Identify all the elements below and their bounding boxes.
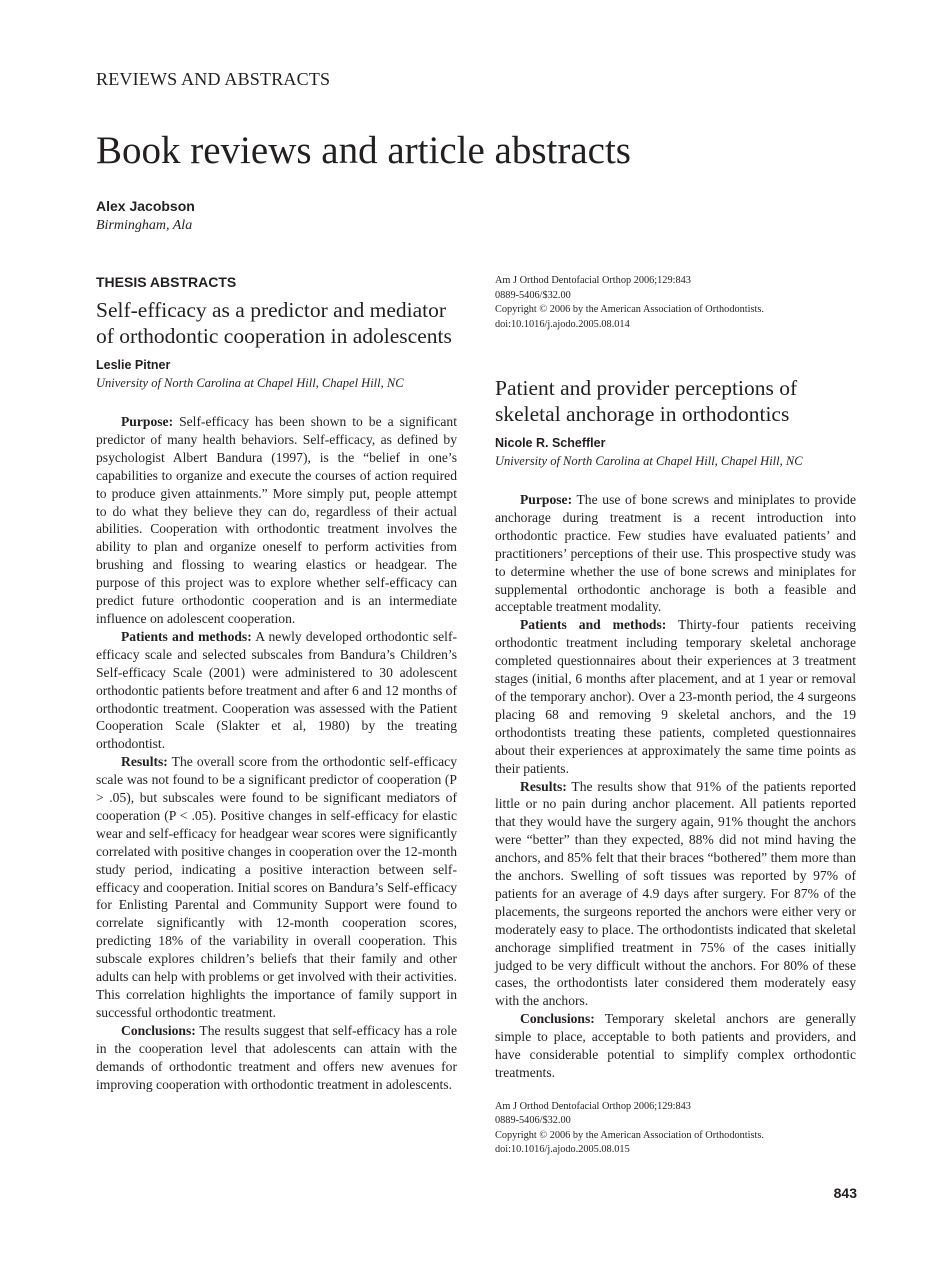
section-text: Temporary skeletal anchors are generally simple to place, acceptable to both patients and providers, and have considerable potential to simplify complex orthodontic treatments. bbox=[495, 1011, 856, 1080]
right-column bbox=[495, 274, 856, 1158]
citation-issn: 0889-5406/$32.00 bbox=[495, 1115, 571, 1127]
section-text: The use of bone screws and miniplates to provide anchorage during treatment is a recent introduction into orthodontic practice. Few studies have evaluated patients’ and practitioners’ perceptions of their use. This prospective study was to determine whether the use of bone screws and miniplates for supplemental orthodontic anchorage is both a feasible and acceptable treatment modality. bbox=[495, 492, 856, 615]
citation-copyright: Copyright © 2006 by the American Association of Orthodontists. bbox=[495, 304, 764, 315]
article-affiliation: University of North Carolina at Chapel Hill, Chapel Hill, NC bbox=[495, 454, 803, 468]
abstract-conclusions bbox=[96, 1022, 457, 1094]
section-text: The results show that 91% of the patients reported little or no pain during anchor placement. All patients reported that they would have the surgery again, 91% thought the anchors were “better” than they expected, 88% did not mind having the anchors, and 85% felt that their braces “bothered” them more than the anchors. Swelling of soft tissues was reported by 97% of patients for an average of 4.9 days after surgery. For 87% of the placements, the surgeons reported the anchors were either very or moderately easy to place. The orthodontists indicated that skeletal anchorage simplified treatment in 75% of the cases initially judged to be very difficult without the anchors. For 80% of these cases, the orthodontists later considered them moderately easy with the anchors. bbox=[495, 778, 856, 1009]
editor-location: Birmingham, Ala bbox=[96, 218, 193, 233]
citation-issn: 0889-5406/$32.00 bbox=[495, 289, 571, 301]
section-label-results: Results: bbox=[121, 754, 168, 770]
left-article bbox=[96, 274, 457, 1093]
section-text: Thirty-four patients receiving orthodontic treatment including temporary skeletal anchorage completed questionnaires about their experiences at 3 treatment stages (initial, 6 months after placement, and at 1 year or removal of the temporary anchor). Over a 23-month period, the 4 surgeons placing 68 and removing 9 skeletal anchors, and the 19 orthodontists treating these patients, completed questionnaires about their experiences at approximately the same time points as their patients. bbox=[495, 617, 856, 776]
citation-copyright: Copyright © 2006 by the American Association of Orthodontists. bbox=[495, 1129, 764, 1141]
citation-journal: Am J Orthod Dentofacial Orthop 2006;129:843 bbox=[495, 275, 691, 286]
section-label-conclusions: Conclusions: bbox=[520, 1011, 595, 1027]
citation-block bbox=[495, 1100, 856, 1158]
article-category: THESIS ABSTRACTS bbox=[96, 274, 237, 290]
section-text: Self-efficacy has been shown to be a significant predictor of many health behaviors. Self-efficacy, as defined by psychologist Albert Bandura (1997), is the “belief in one’s capabilities to organize and execute the courses of action required to produce given attainments.” More simply put, people attempt to do what they believe they can do, regardless of their actual abilities. Cooperation with orthodontic treatment involves the ability to plan and organize oneself to perform activities from brushing and flossing to wearing elastics or headgear. The purpose of this project was to explore whether self-efficacy can predict future orthodontic cooperation and is an intermediate influence on adolescent cooperation. bbox=[96, 414, 457, 626]
section-text: The overall score from the orthodontic self-efficacy scale was not found to be a significant predictor of cooperation (P > .05), but subscales were found to be significant mediators of cooperation (P < .05). Positive changes in self-efficacy for elastic wear and self-efficacy for headgear wear scores were significantly correlated with positive changes in cooperation over the 12-month study period, indicating a positive interaction between self-efficacy and cooperation. Initial scores on Bandura’s Self-efficacy for Enlisting Parental and Community Support were found to correlate significantly with 12-month cooperation scores, predicting 18% of the variability in overall cooperation. This subscale explores children’s beliefs that their family and other adults can help with problems or get involved with their activities. This correlation highlights the importance of family support in successful orthodontic treatment. bbox=[96, 754, 457, 1020]
abstract-purpose bbox=[495, 491, 856, 616]
section-text: A newly developed orthodontic self-efficacy scale and selected subscales from Bandura’s Children’s Self-efficacy Scale (2001) were administered to 30 adolescent orthodontic patients before treatment and after 6 and 12 months of orthodontic treatment. Cooperation was assessed with the Patient Cooperation Scale (Slakter et al, 1980) by the treating orthodontist. bbox=[96, 628, 458, 752]
section-label-methods: Patients and methods: bbox=[121, 628, 252, 644]
section-label: REVIEWS AND ABSTRACTS bbox=[96, 69, 331, 89]
abstract-results bbox=[96, 753, 457, 1022]
editor-name: Alex Jacobson bbox=[96, 198, 195, 214]
citation-journal: Am J Orthod Dentofacial Orthop 2006;129:843 bbox=[495, 1100, 691, 1112]
article-author: Nicole R. Scheffler bbox=[495, 436, 606, 450]
abstract-conclusions bbox=[495, 1010, 856, 1082]
abstract-methods bbox=[96, 628, 457, 753]
page-number: 843 bbox=[833, 1185, 857, 1201]
section-label-purpose: Purpose: bbox=[520, 492, 573, 507]
citation-doi[interactable]: doi:10.1016/j.ajodo.2005.08.015 bbox=[495, 1144, 630, 1156]
article-author: Leslie Pitner bbox=[96, 358, 171, 372]
section-label-results: Results: bbox=[520, 778, 567, 794]
citation-block bbox=[495, 274, 856, 332]
article-affiliation: University of North Carolina at Chapel Hill, Chapel Hill, NC bbox=[96, 376, 404, 390]
article-title: Self-efficacy as a predictor and mediator of orthodontic cooperation in adolescents bbox=[96, 298, 452, 348]
section-label-purpose: Purpose: bbox=[121, 414, 174, 429]
abstract-results bbox=[495, 778, 856, 1011]
section-label-conclusions: Conclusions: bbox=[121, 1022, 196, 1038]
page-title: Book reviews and article abstracts bbox=[96, 129, 631, 172]
abstract-purpose bbox=[96, 413, 457, 628]
section-label-methods: Patients and methods: bbox=[520, 617, 667, 633]
citation-doi[interactable]: doi:10.1016/j.ajodo.2005.08.014 bbox=[495, 318, 630, 330]
section-text: The results suggest that self-efficacy has a role in the cooperation level that adolescents can attain with the demands of orthodontic treatment and offers new avenues for improving cooperation with orthodontic treatment in adolescents. bbox=[96, 1022, 457, 1092]
abstract-methods bbox=[495, 616, 856, 777]
article-title: Patient and provider perceptions of skeletal anchorage in orthodontics bbox=[495, 376, 798, 426]
